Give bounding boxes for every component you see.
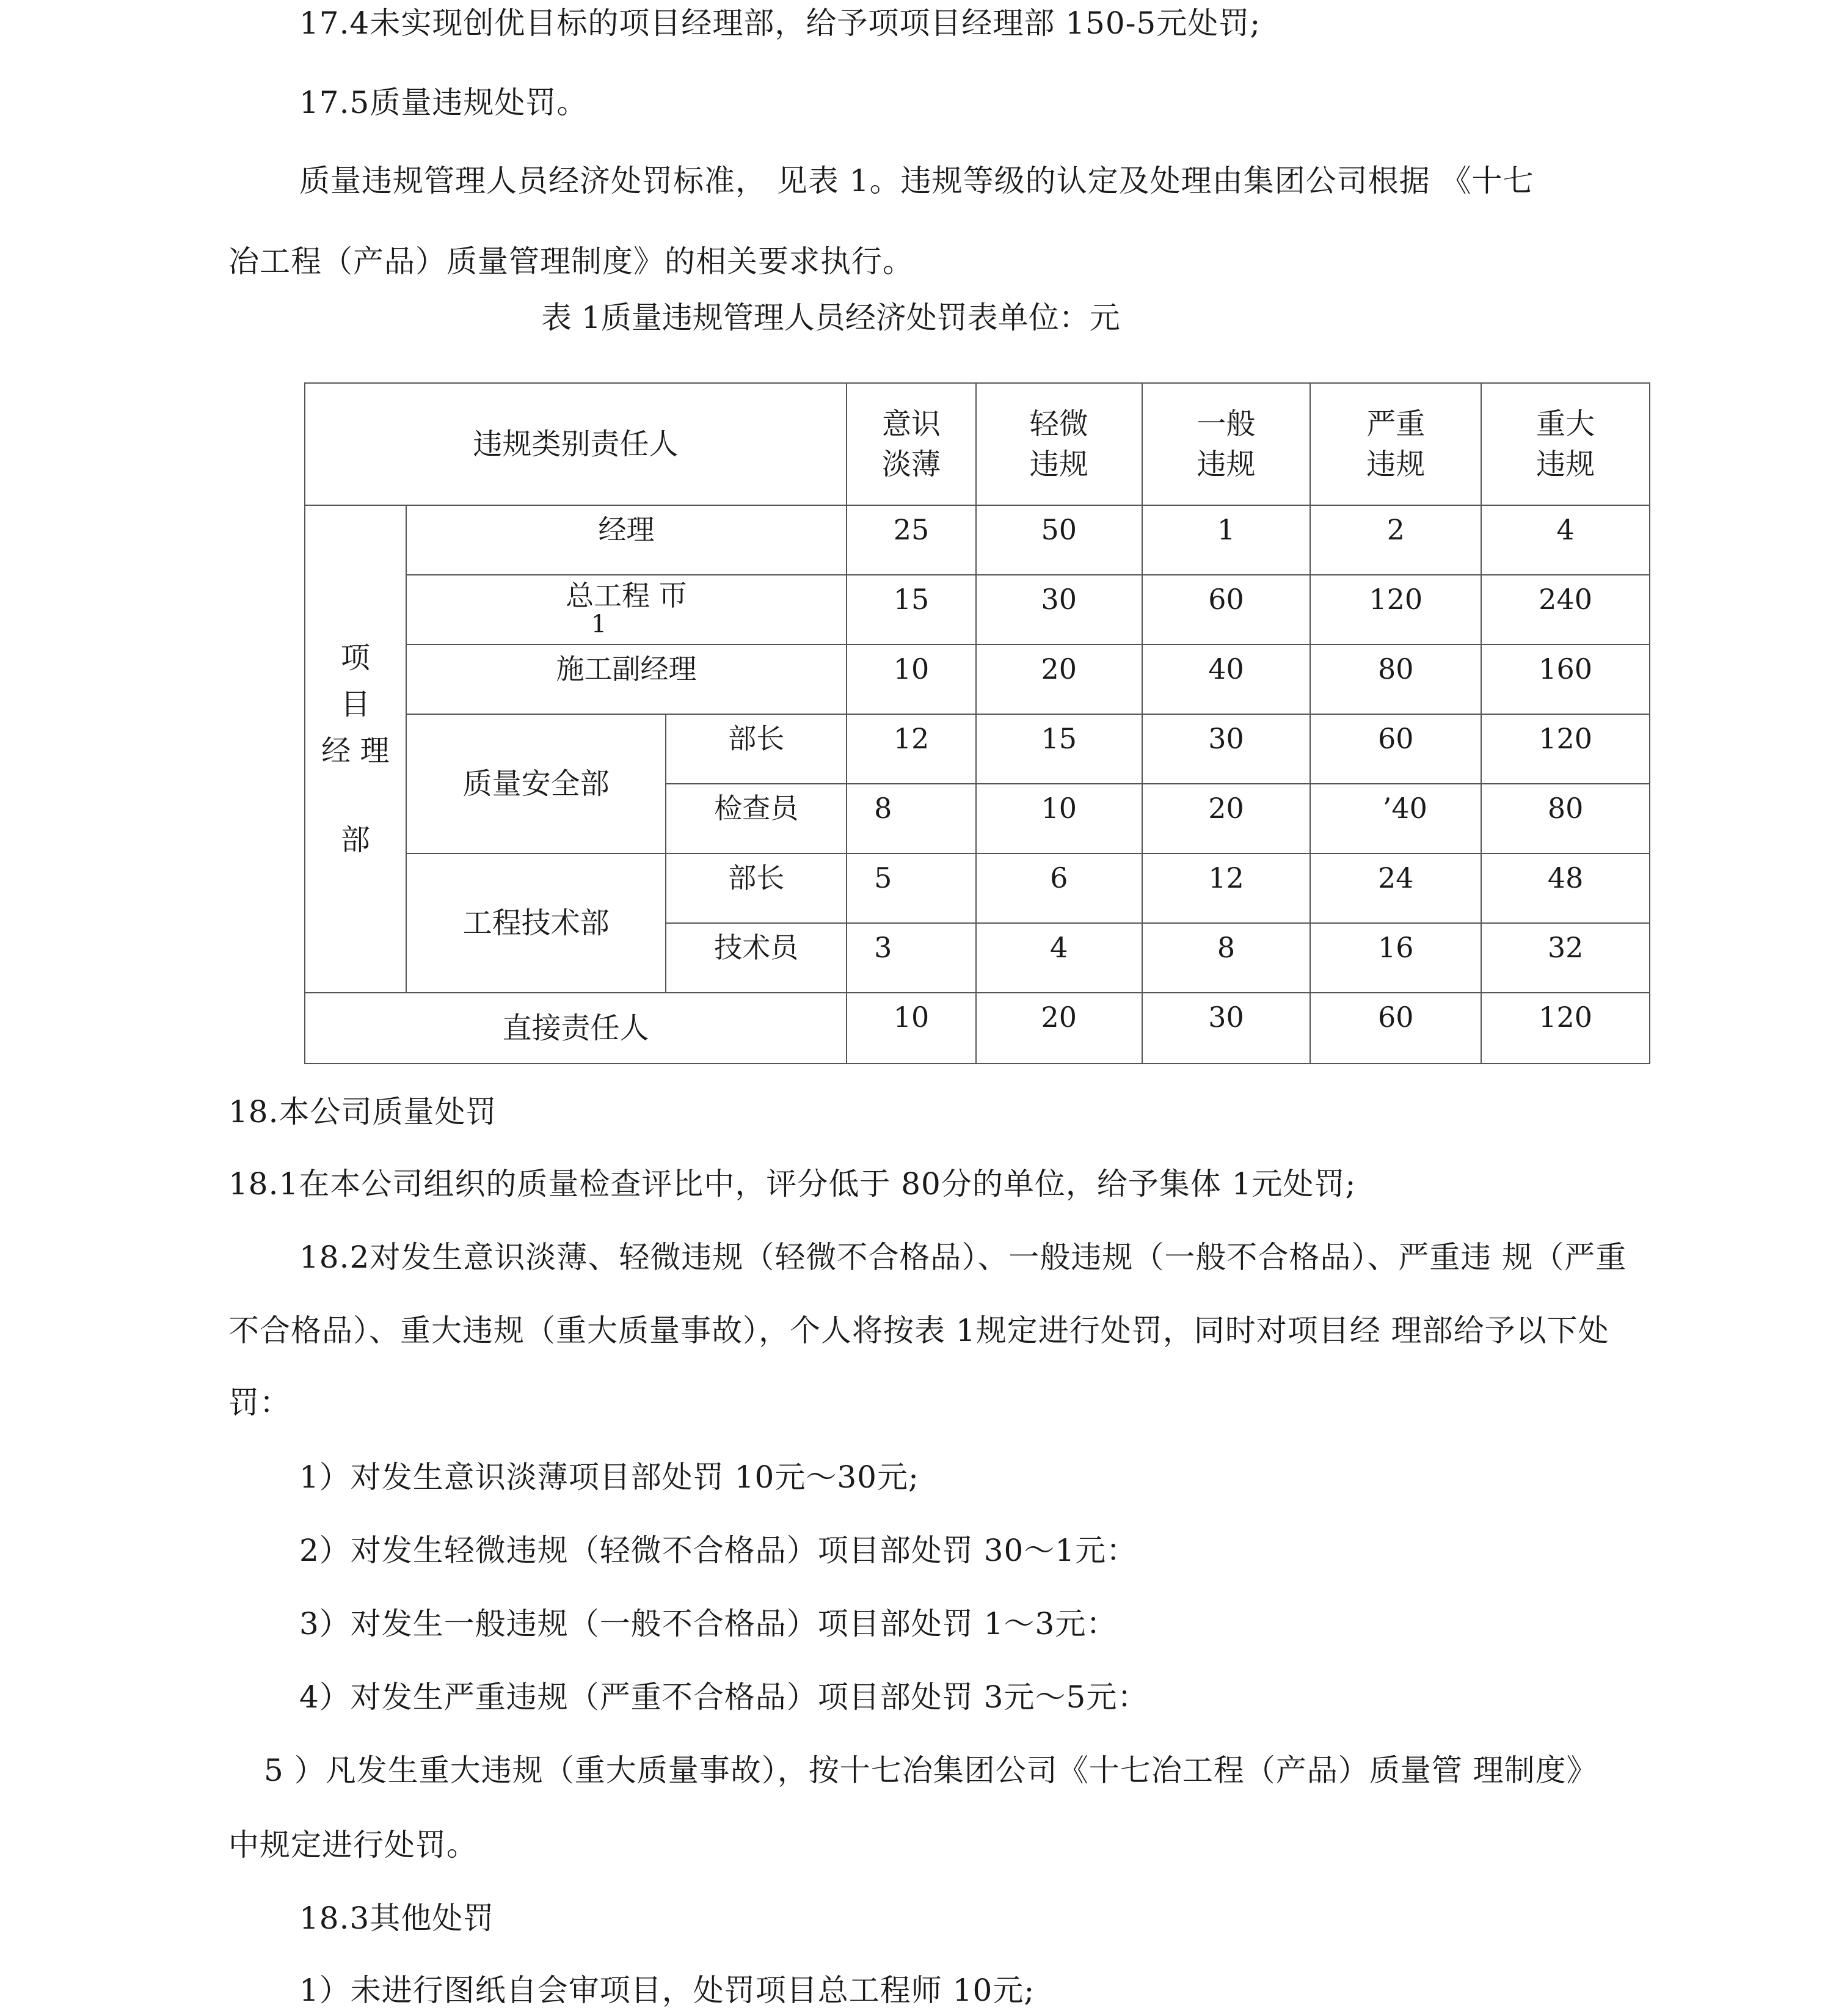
cell-value: 48 — [1481, 853, 1650, 923]
cell-value: 12 — [847, 714, 976, 784]
cell-value: 10 — [847, 993, 976, 1064]
cell-value: 4 — [1481, 505, 1650, 575]
cell-value: 120 — [1481, 714, 1650, 784]
cell-value: 80 — [1310, 645, 1481, 714]
list-item-3: 3）对发生一般违规（一般不合格品）项目部处罚 1〜3元： — [299, 1606, 1118, 1642]
cell-value: 30 — [1142, 993, 1311, 1064]
cell-value: 5 — [847, 853, 976, 923]
table-header-row — [305, 383, 1650, 505]
header-corner-cell: 违规类别责任人 — [305, 383, 847, 505]
cell-value: 20 — [976, 645, 1142, 714]
section-18-title: 18.本公司质量处罚 — [228, 1094, 497, 1130]
row-label-deputy-manager: 施工副经理 — [406, 645, 847, 714]
cell-value: 6 — [976, 853, 1142, 923]
table-row — [305, 575, 1650, 645]
paragraph-17-4: 17.4未实现创优目标的项目经理部，给予项项目经理部 150-5元处罚; — [299, 5, 1261, 41]
row-label-manager: 经理 — [406, 505, 847, 575]
cell-value: 12 — [1142, 853, 1311, 923]
row-label-direct: 直接责任人 — [305, 993, 847, 1064]
cell-value: 15 — [976, 714, 1142, 784]
paragraph-18-3-item1: 1）未进行图纸自会审项目，处罚项目总工程师 10元; — [299, 1973, 1035, 2008]
cell-value: 15 — [847, 575, 976, 645]
cell-value: 8 — [847, 784, 976, 853]
group-label-project-dept: 项 目 经 理 部 — [305, 505, 406, 993]
cell-value: 25 — [847, 505, 976, 575]
table-caption: 表 1质量违规管理人员经济处罚表单位：元 — [541, 300, 1120, 335]
row-label-tech-head: 部长 — [666, 853, 847, 923]
cell-value: 50 — [976, 505, 1142, 575]
row-label-chief-engineer: 总工程 帀 1 — [406, 575, 847, 645]
cell-value: 80 — [1481, 784, 1650, 853]
cell-value: 10 — [976, 784, 1142, 853]
cell-value: 24 — [1310, 853, 1481, 923]
cell-value: 2 — [1310, 505, 1481, 575]
cell-value: 120 — [1310, 575, 1481, 645]
cell-value: ’40 — [1310, 784, 1481, 853]
cell-value: 1 — [1142, 505, 1311, 575]
list-item-5-line1: 5 ）凡发生重大违规（重大质量事故），按十七冶集团公司《十七冶工程（产品）质量管 理制度》 — [264, 1753, 1598, 1788]
cell-value: 60 — [1310, 993, 1481, 1064]
cell-value: 120 — [1481, 993, 1650, 1064]
cell-value: 30 — [1142, 714, 1311, 784]
paragraph-intro-line1: 质量违规管理人员经济处罚标准， 见表 1。违规等级的认定及处理由集团公司根据 《十七 — [299, 163, 1534, 199]
cell-value: 30 — [976, 575, 1142, 645]
paragraph-18-2-line1: 18.2对发生意识淡薄、轻微违规（轻微不合格品）、一般违规（一般不合格品）、严重违 规（严重 — [299, 1240, 1627, 1275]
list-item-2: 2）对发生轻微违规（轻微不合格品）项目部处罚 30〜1元： — [299, 1533, 1138, 1568]
cell-value: 20 — [1142, 784, 1311, 853]
cell-value: 40 — [1142, 645, 1311, 714]
paragraph-intro-line2: 冶工程（产品）质量管理制度》的相关要求执行。 — [228, 244, 914, 279]
cell-value: 160 — [1481, 645, 1650, 714]
list-item-5-line2: 中规定进行处罚。 — [228, 1827, 478, 1863]
header-level-general: 一般 违规 — [1142, 383, 1311, 505]
paragraph-18-3: 18.3其他处罚 — [299, 1901, 495, 1936]
paragraph-17-5: 17.5质量违规处罚。 — [299, 85, 588, 120]
list-item-1: 1）对发生意识淡薄项目部处罚 10元〜30元; — [299, 1459, 919, 1495]
row-label-quality-dept: 质量安全部 — [406, 714, 666, 853]
cell-value: 32 — [1481, 923, 1650, 993]
header-level-serious: 严重 违规 — [1310, 383, 1481, 505]
header-level-minor: 轻微 违规 — [976, 383, 1142, 505]
table-row — [305, 714, 1650, 784]
row-label-technician: 技术员 — [666, 923, 847, 993]
table-row — [305, 645, 1650, 714]
row-label-quality-head: 部长 — [666, 714, 847, 784]
cell-value: 8 — [1142, 923, 1311, 993]
cell-value: 3 — [847, 923, 976, 993]
table-row — [305, 505, 1650, 575]
table-row — [305, 853, 1650, 923]
header-level-major: 重大 违规 — [1481, 383, 1650, 505]
cell-value: 20 — [976, 993, 1142, 1064]
paragraph-18-2-line3: 罚： — [228, 1385, 291, 1420]
cell-value: 4 — [976, 923, 1142, 993]
penalty-table — [304, 382, 1650, 1064]
cell-value: 240 — [1481, 575, 1650, 645]
list-item-4: 4）对发生严重违规（严重不合格品）项目部处罚 3元〜5元： — [299, 1679, 1149, 1715]
paragraph-18-1: 18.1在本公司组织的质量检查评比中，评分低于 80分的单位，给予集体 1元处罚; — [228, 1166, 1357, 1202]
cell-value: 10 — [847, 645, 976, 714]
cell-value: 60 — [1310, 714, 1481, 784]
header-level-awareness: 意识 淡薄 — [847, 383, 976, 505]
cell-value: 16 — [1310, 923, 1481, 993]
table-row — [305, 993, 1650, 1064]
row-label-inspector: 检查员 — [666, 784, 847, 853]
paragraph-18-2-line2: 不合格品）、重大违规（重大质量事故），个人将按表 1规定进行处罚，同时对项目经 理部给予以下处 — [228, 1313, 1609, 1348]
row-label-tech-dept: 工程技术部 — [406, 853, 666, 993]
cell-value: 60 — [1142, 575, 1311, 645]
